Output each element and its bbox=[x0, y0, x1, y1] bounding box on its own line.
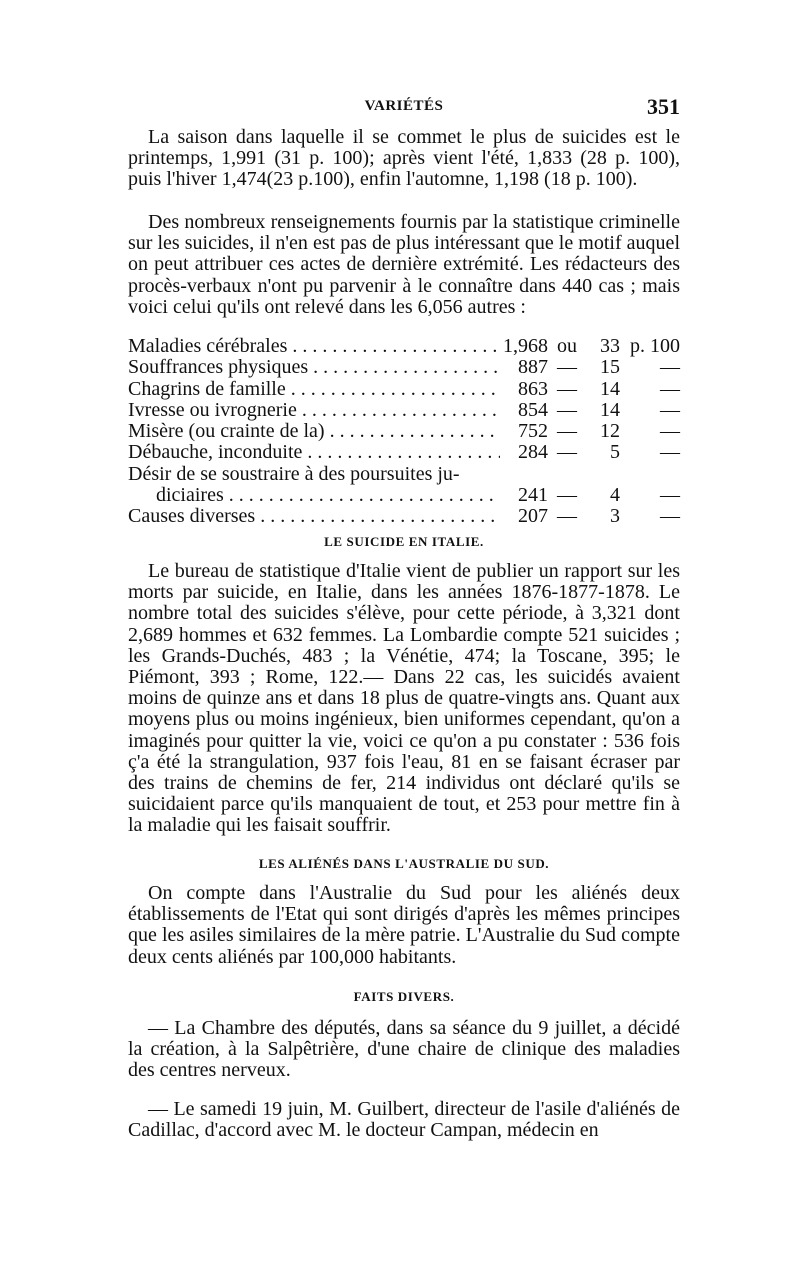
table-row bbox=[128, 399, 680, 420]
row-value: 854 bbox=[518, 398, 548, 421]
section-heading-faits-divers: FAITS DIVERS. bbox=[353, 989, 455, 1004]
row-label: Misère (ou crainte de la) . . . bbox=[128, 420, 500, 443]
paragraph-text: On compte dans l'Australie du Sud pour les aliénés deux établissements de l'Etat qui sont dirigés d'après les mêmes principes que les asiles similaires de la mère patrie. L'Australie du Sud compte deux cents aliénés par 100,000 habitants. bbox=[128, 882, 680, 968]
row-percent: 14 bbox=[600, 377, 620, 400]
row-label: Chagrins de famille . . . bbox=[128, 378, 500, 401]
row-separator: — bbox=[557, 377, 577, 400]
row-unit: p. 100 bbox=[630, 335, 680, 357]
paragraph-text: Des nombreux renseignements fournis par la statistique criminelle sur les suicides, il n'en est pas de plus intéressant que le motif auquel on peut attribuer ces actes de dernière extrémité. Les rédacteurs des procès-verbaux n'ont pu parvenir à le connaître dans 440 cas ; mais voici celui qu'ils ont relevé dans les 6,056 autres : bbox=[128, 211, 680, 318]
row-separator: — bbox=[557, 484, 577, 507]
row-separator: ou bbox=[557, 335, 577, 357]
row-label: Désir de se soustraire à des poursuites ju- bbox=[128, 462, 460, 485]
table-row bbox=[128, 463, 680, 484]
row-unit: — bbox=[660, 505, 680, 528]
row-percent: 15 bbox=[600, 356, 620, 379]
paragraph-chambre bbox=[128, 1018, 680, 1082]
row-percent: 4 bbox=[610, 484, 620, 507]
row-label: Ivresse ou ivrognerie . . . bbox=[128, 399, 500, 422]
row-value: 752 bbox=[518, 420, 548, 443]
row-separator: — bbox=[557, 420, 577, 443]
table-row bbox=[128, 356, 680, 377]
row-label: Souffrances physiques . . . bbox=[128, 356, 500, 379]
table-row bbox=[128, 335, 680, 356]
running-title: VARIÉTÉS bbox=[364, 98, 444, 114]
section-heading-italy: LE SUICIDE EN ITALIE. bbox=[324, 534, 484, 549]
row-separator: — bbox=[557, 356, 577, 379]
row-percent: 14 bbox=[600, 398, 620, 421]
row-unit: — bbox=[660, 441, 680, 464]
section-heading-australia: LES ALIÉNÉS DANS L'AUSTRALIE DU SUD. bbox=[258, 856, 550, 871]
row-value: 887 bbox=[518, 356, 548, 379]
row-unit: — bbox=[660, 420, 680, 443]
row-separator: — bbox=[557, 505, 577, 528]
paragraph-seasons bbox=[128, 127, 680, 191]
table-row bbox=[128, 505, 680, 526]
row-label: Maladies cérébrales . . . bbox=[128, 335, 500, 358]
paragraph-australia bbox=[128, 883, 680, 968]
row-percent: 5 bbox=[610, 441, 620, 464]
running-header bbox=[128, 94, 680, 124]
paragraph-text: — Le samedi 19 juin, M. Guilbert, directeur de l'asile d'aliénés de Cadillac, d'accord avec M. le docteur Campan, médecin en bbox=[128, 1098, 680, 1142]
row-unit: — bbox=[660, 484, 680, 507]
table-row bbox=[128, 378, 680, 399]
row-separator: — bbox=[557, 398, 577, 421]
page-number: 351 bbox=[647, 94, 680, 119]
paragraph-text: La saison dans laquelle il se commet le plus de suicides est le printemps, 1,991 (31 p. 100); après vient l'été, 1,833 (28 p. 100), puis l'hiver 1,474(23 p.100), enfin l'automne, 1,198 (18 p. 100). bbox=[128, 126, 680, 191]
table-row bbox=[128, 484, 680, 505]
paragraph-italy bbox=[128, 561, 680, 837]
paragraph-text: — La Chambre des députés, dans sa séance du 9 juillet, a décidé la création, à la Salpêtrière, d'une chaire de clinique des maladies des centres nerveux. bbox=[128, 1017, 680, 1082]
suicide-motives-table bbox=[128, 335, 680, 527]
row-unit: — bbox=[660, 356, 680, 379]
row-unit: — bbox=[660, 398, 680, 421]
row-label: Causes diverses . . . bbox=[128, 505, 500, 528]
paragraph-guilbert bbox=[128, 1099, 680, 1141]
row-percent: 3 bbox=[610, 505, 620, 528]
row-separator: — bbox=[557, 441, 577, 464]
table-row bbox=[128, 420, 680, 441]
row-percent: 12 bbox=[600, 420, 620, 443]
table-row bbox=[128, 441, 680, 462]
row-value: 863 bbox=[518, 377, 548, 400]
paragraph-motives bbox=[128, 212, 680, 318]
row-value: 284 bbox=[518, 441, 548, 464]
row-label: Débauche, inconduite . . . bbox=[128, 441, 500, 464]
paragraph-text: Le bureau de statistique d'Italie vient de publier un rapport sur les morts par suicide, en Italie, dans les années 1876-1877-1878. Le nombre total des suicides s'élève, pour cette période, à 3,321 dont 2,689 hommes et 632 femmes. La Lombardie compte 521 suicides ; les Grands-Duchés, 483 ; la Vénétie, 474; la Toscane, 395; le Piémont, 393 ; Rome, 122.— Dans 22 cas, les suicidés avaient moins de quinze ans et dans 18 plus de quatre-vingts ans. Quant aux moyens plus ou moins ingénieux, bien uniformes cependant, qu'on a imaginés pour quitter la vie, voici ce qu'on a pu constater : 536 fois ç'a été la strangulation, 937 fois l'eau, 81 en se faisant écraser par des trains de chemins de fer, 214 individus ont déclaré qu'ils se suicidaient parce qu'ils manquaient de tout, et 253 pour mettre fin à la maladie qui les faisait souffrir. bbox=[128, 560, 680, 837]
row-label: diciaires . . . bbox=[156, 484, 500, 507]
row-value: 241 bbox=[518, 484, 548, 507]
row-percent: 33 bbox=[600, 335, 620, 357]
row-unit: — bbox=[660, 377, 680, 400]
row-value: 1,968 bbox=[503, 335, 548, 357]
row-value: 207 bbox=[518, 505, 548, 528]
